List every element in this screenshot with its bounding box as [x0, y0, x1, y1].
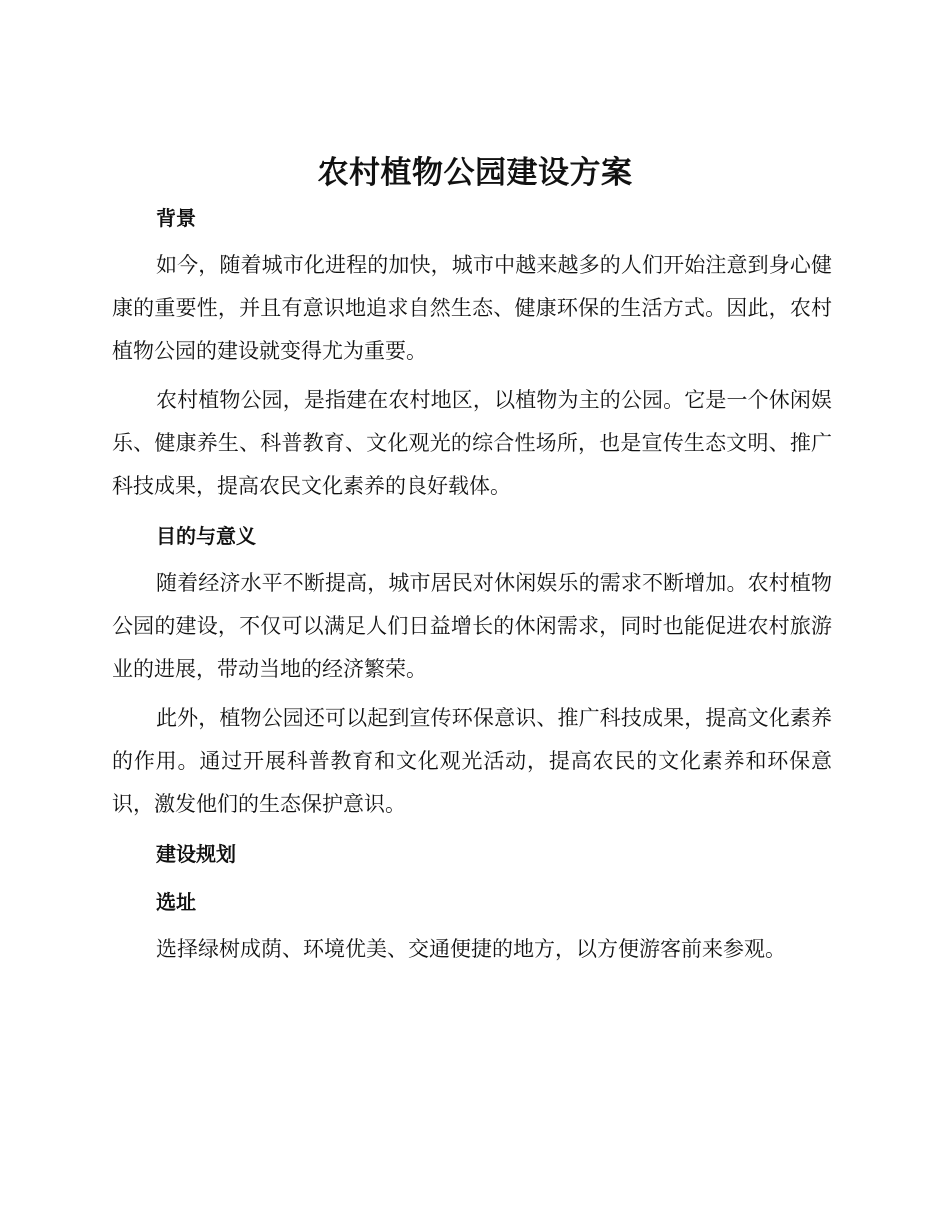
section-heading-planning: 建设规划 [156, 842, 236, 866]
paragraph: 随着经济水平不断提高，城市居民对休闲娱乐的需求不断增加。农村植物公园的建设，不仅可以满足人们日益增长的休闲需求，同时也能促进农村旅游业的进展，带动当地的经济繁荣。 [112, 571, 832, 681]
section-heading-purpose: 目的与意义 [156, 524, 256, 548]
section-heading-site: 选址 [156, 890, 196, 914]
paragraph: 选择绿树成荫、环境优美、交通便捷的地方，以方便游客前来参观。 [156, 937, 786, 961]
page-title: 农村植物公园建设方案 [317, 155, 633, 191]
paragraph: 此外，植物公园还可以起到宣传环保意识、推广科技成果，提高文化素养的作用。通过开展科普教育和文化观光活动，提高农民的文化素养和环保意识，激发他们的生态保护意识。 [112, 706, 832, 816]
paragraph: 农村植物公园，是指建在农村地区，以植物为主的公园。它是一个休闲娱乐、健康养生、科普教育、文化观光的综合性场所，也是宣传生态文明、推广科技成果，提高农民文化素养的良好载体。 [112, 388, 832, 498]
paragraph: 如今，随着城市化进程的加快，城市中越来越多的人们开始注意到身心健康的重要性，并且有意识地追求自然生态、健康环保的生活方式。因此，农村植物公园的建设就变得尤为重要。 [112, 253, 832, 363]
document-body [112, 196, 832, 977]
section-heading-background: 背景 [156, 206, 196, 230]
